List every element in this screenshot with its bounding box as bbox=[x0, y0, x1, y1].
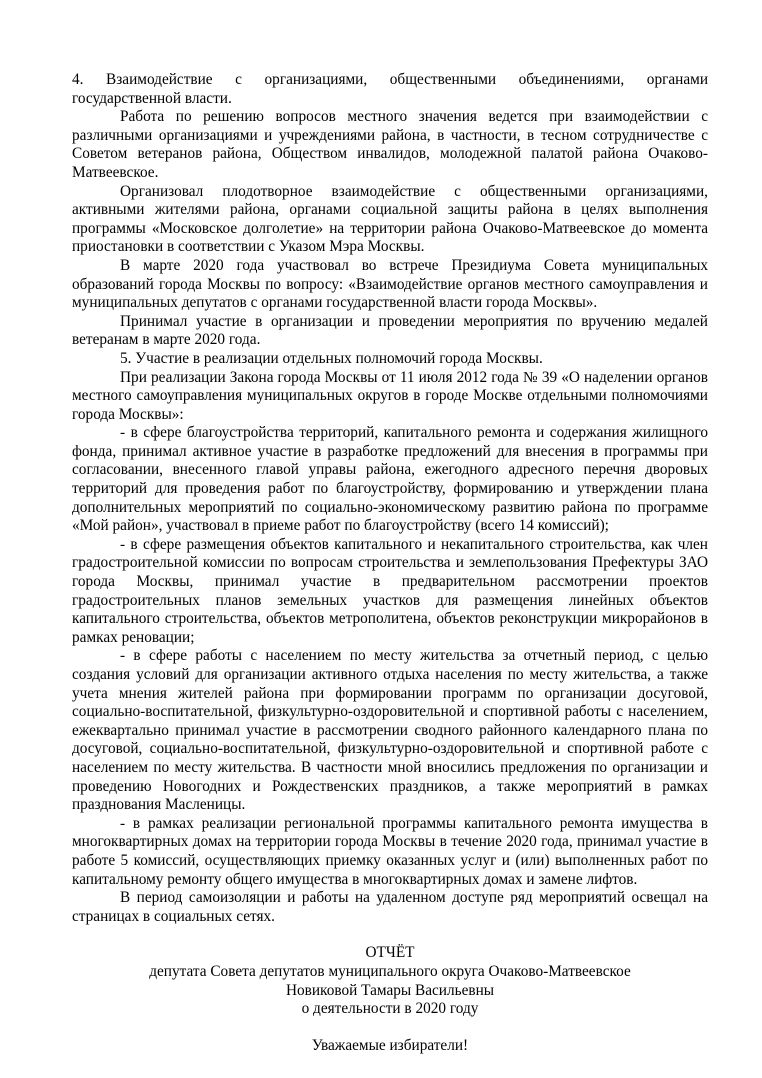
section-5-paragraph: - в рамках реализации региональной программы капитального ремонта имущества в многоквартирных домах на территории города Москвы в течение 2020 года, принимал участие в работе 5 комиссий, осуществляющих приемку оказанных услуг и (или) выполненных работ по капитальному ремонту общего имущества в многоквартирных домах и замене лифтов. bbox=[72, 814, 708, 888]
greeting: Уважаемые избиратели! bbox=[311, 1036, 469, 1054]
section-5-paragraph: - в сфере благоустройства территорий, капитального ремонта и содержания жилищного фонда, принимал активное участие в разработке предложений для внесения в программы при согласовании, внесенного главой управы района, ежегодного адресного перечня дворовых территорий для проведения работ по благоустройству, формированию и утверждении плана дополнительных мероприятий по социально-экономическому развитию района по программе «Мой район», участвовал в приеме работ по благоустройству (всего 14 комиссий); bbox=[72, 424, 708, 535]
report-title: ОТЧЁТ bbox=[365, 944, 415, 962]
spacer bbox=[72, 926, 708, 944]
spacer bbox=[72, 1019, 708, 1037]
section-4-paragraph: Принимал участие в организации и проведении мероприятия по вручению медалей ветеранам в марте 2020 года. bbox=[72, 312, 708, 349]
report-subtitle-line: депутата Совета депутатов муниципального округа Очаково-Матвеевское bbox=[149, 962, 631, 980]
section-5-paragraph: - в сфере размещения объектов капитального и некапитального строительства, как член градостроительной комиссии по вопросам строительства и землепользования Префектуры ЗАО города Москвы, принимал участие в предварительном рассмотрении проектов градостроительных планов земельных участков для размещения линейных объектов капитального строительства, объектов метрополитена, объектов реконструкции микрорайонов в рамках реновации; bbox=[72, 535, 708, 646]
section-5-paragraph: - в сфере работы с населением по месту жительства за отчетный период, с целью создания условий для организации активного отдыха населения по месту жительства, а также учета мнения жителей района при формировании программ по организации досуговой, социально-воспитательной, физкультурно-оздоровительной и спортивной работы с населением, ежеквартально принимал участие в рассмотрении сводного районного календарного плана по досуговой, социально-воспитательной, физкультурно-оздоровительной и спортивной работе с населением по месту жительства. В частности мной вносились предложения по организации и проведению Новогодних и Рождественских праздников, а также мероприятий в рамках празднования Масленицы. bbox=[72, 647, 708, 814]
section-4-paragraph: В марте 2020 года участвовал во встрече Президиума Совета муниципальных образований города Москвы по вопросу: «Взаимодействие органов местного самоуправления и муниципальных депутатов с органами государственной власти города Москвы». bbox=[72, 256, 708, 312]
section-5-paragraph: При реализации Закона города Москвы от 11 июля 2012 года № 39 «О наделении органов местного самоуправления муниципальных округов в городе Москве отдельными полномочиями города Москвы»: bbox=[72, 368, 708, 423]
section-5-heading: 5. Участие в реализации отдельных полномочий города Москвы. bbox=[120, 349, 543, 367]
section-5-paragraph: В период самоизоляции и работы на удаленном доступе ряд мероприятий освещал на страницах в социальных сетях. bbox=[72, 889, 708, 925]
section-4-paragraph: Организовал плодотворное взаимодействие с общественными организациями, активными жителями района, органами социальной защиты района в целях выполнения программы «Московское долголетие» на территории района Очаково-Матвеевское до момента приостановки в соответствии с Указом Мэра Москвы. bbox=[72, 182, 708, 256]
report-deputy-name: Новиковой Тамары Васильевны bbox=[285, 981, 495, 999]
document-page bbox=[72, 71, 708, 1055]
report-period: о деятельности в 2020 году bbox=[301, 1000, 479, 1018]
section-4-heading: 4. Взаимодействие с организациями, общественными объединениями, органами государственной власти. bbox=[72, 71, 708, 107]
section-4-paragraph: Работа по решению вопросов местного значения ведется при взаимодействии с различными организациями и учреждениями района, в частности, в тесном сотрудничестве с Советом ветеранов района, Обществом инвалидов, молодежной палатой района Очаково-Матвеевское. bbox=[72, 108, 708, 181]
